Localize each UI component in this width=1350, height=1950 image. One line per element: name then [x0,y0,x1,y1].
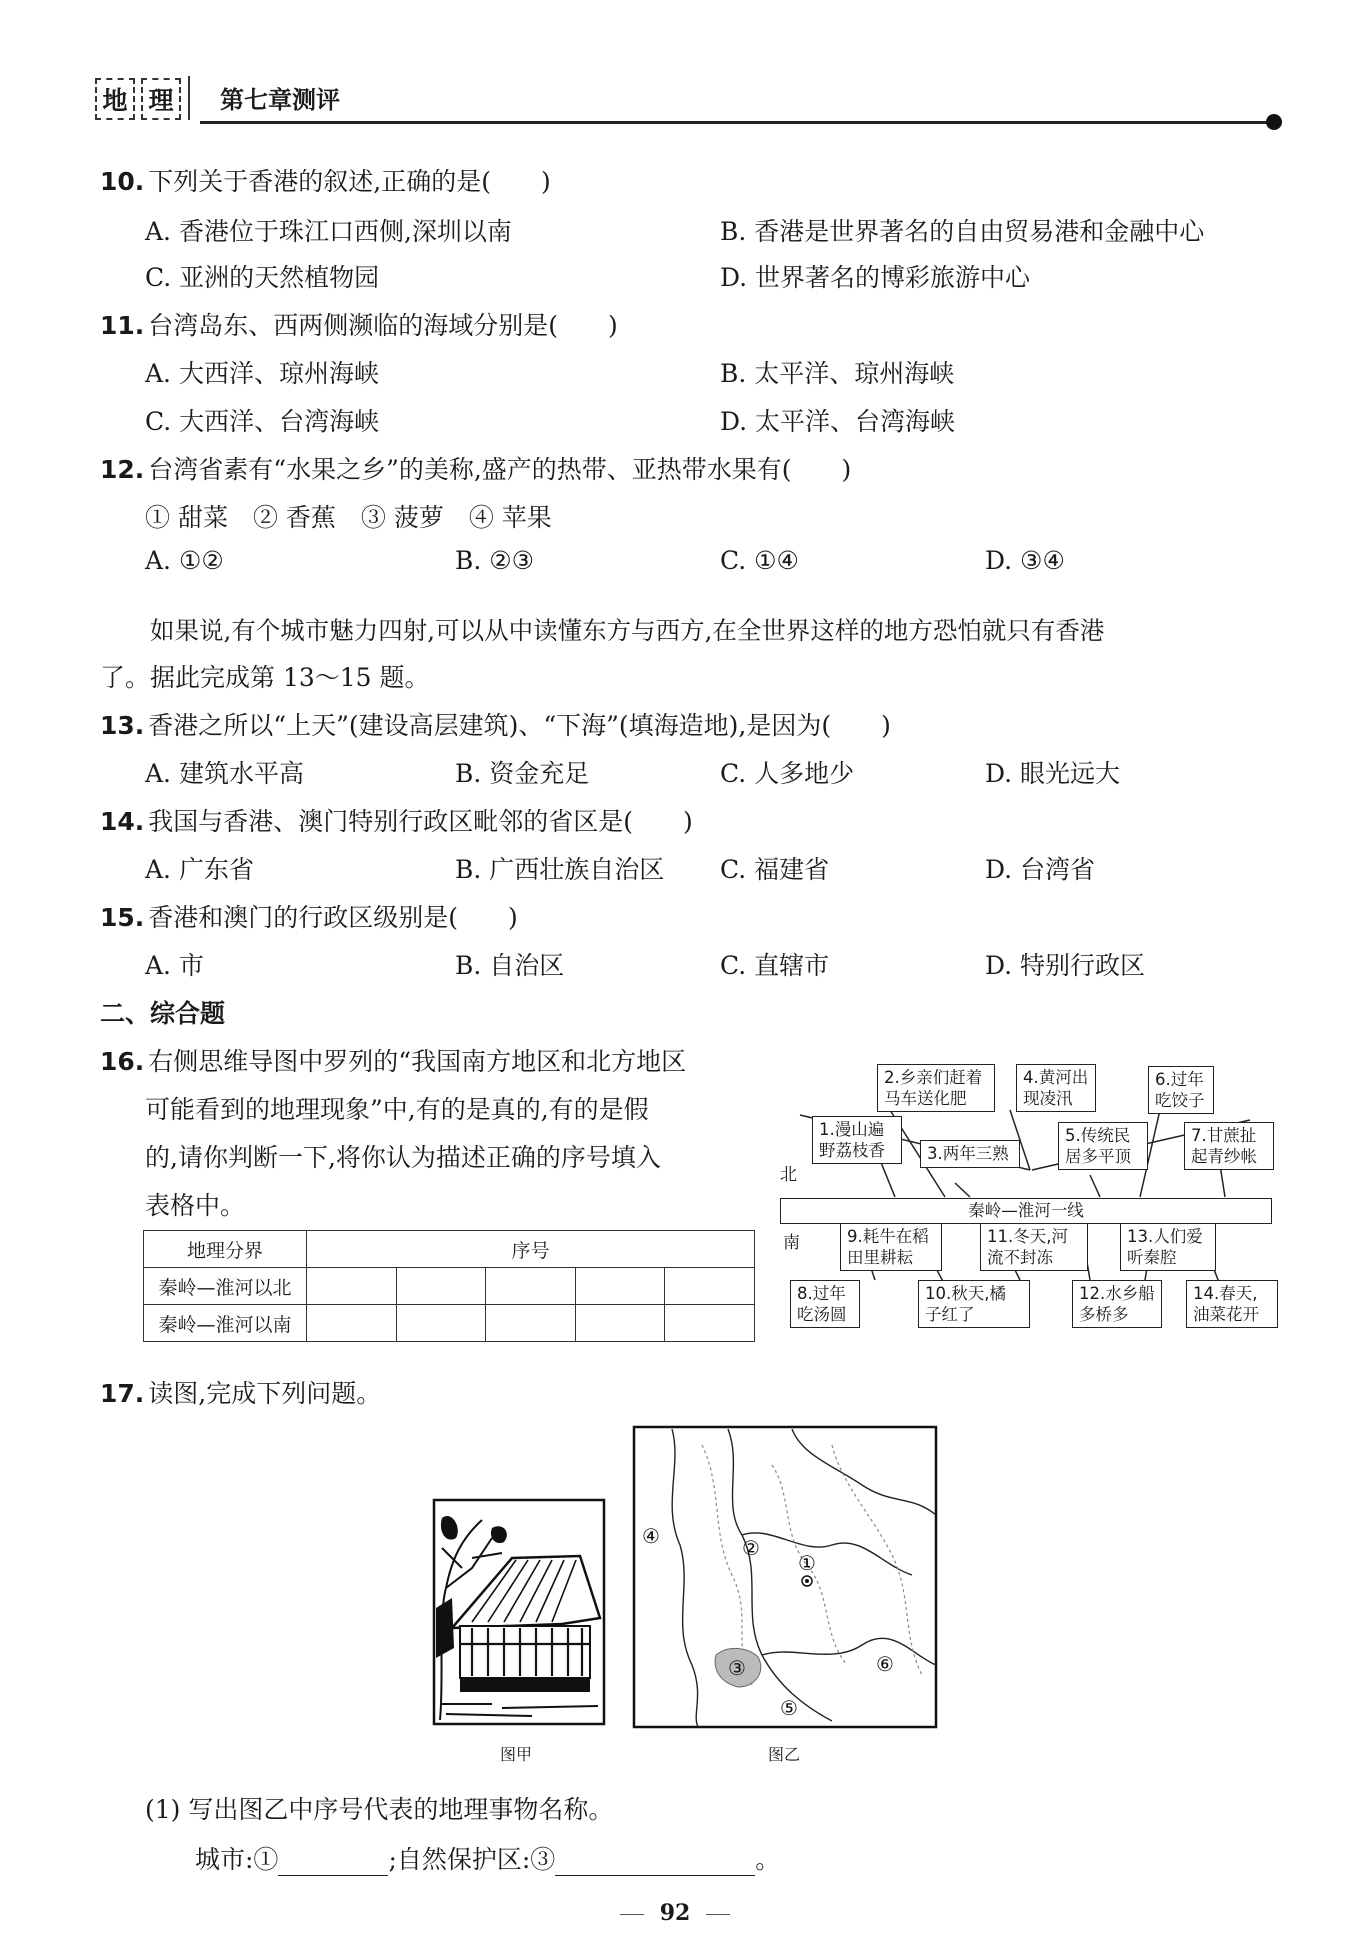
table-row-label: 秦岭—淮河以北 [144,1268,307,1305]
option-b: B. 香港是世界著名的自由贸易港和金融中心 [720,217,1205,246]
table-header: 序号 [307,1231,755,1268]
passage-line-2: 了。据此完成第 13～15 题。 [100,663,430,692]
subject-char: 地 [95,78,135,120]
answer-cell[interactable] [486,1305,576,1342]
north-label: 北 [780,1165,797,1185]
option-a: A. ①② [145,546,224,575]
branch-line [955,1183,970,1197]
mindmap-item: 4.黄河出 现凌汛 [1016,1064,1096,1112]
figure-b-caption: 图乙 [768,1745,801,1764]
answer-cell[interactable] [486,1268,576,1305]
table-header: 地理分界 [144,1231,307,1268]
option-c: C. 直辖市 [720,951,830,980]
answer-cell[interactable] [575,1268,665,1305]
answer-cell[interactable] [396,1305,486,1342]
branch-line [1090,1175,1100,1197]
page-dash [620,1914,644,1915]
page-dash [706,1914,730,1915]
mindmap-item: 10.秋天,橘 子红了 [918,1280,1030,1328]
question-items: ① 甜菜 ② 香蕉 ③ 菠萝 ④ 苹果 [145,503,552,532]
answer-cell[interactable] [396,1268,486,1305]
option-c: C. 亚洲的天然植物园 [145,263,380,292]
map-label-5: ⑤ [780,1696,798,1720]
answer-cell[interactable] [307,1305,397,1342]
question-number: 14. [100,807,145,836]
option-d: D. ③④ [985,546,1065,575]
option-a: A. 香港位于珠江口西侧,深圳以南 [145,217,512,246]
south-label: 南 [783,1233,800,1253]
passage-line-1: 如果说,有个城市魅力四射,可以从中读懂东方与西方,在全世界这样的地方恐怕就只有香港 [150,616,1105,645]
option-a: A. 建筑水平高 [145,759,304,788]
option-b: B. 资金充足 [455,759,590,788]
subject-char: 理 [141,78,181,120]
mindmap-item: 12.水乡船 多桥多 [1072,1280,1162,1328]
answer-table [143,1230,755,1342]
subject-label [95,78,181,120]
question-stem: 读图,完成下列问题。 [148,1379,382,1408]
option-d: D. 太平洋、台湾海峡 [720,407,956,436]
answer-cell[interactable] [665,1305,755,1342]
fill-label-city: 城市:① [195,1845,279,1874]
question-stem-line: 可能看到的地理现象”中,有的是真的,有的是假 [145,1095,649,1124]
option-a: A. 市 [145,951,204,980]
option-d: D. 世界著名的博彩旅游中心 [720,263,1031,292]
question-stem: 台湾岛东、西两侧濒临的海域分别是( ) [148,311,618,340]
mindmap-item: 9.耗牛在稻 田里耕耘 [840,1223,942,1271]
answer-blank-city[interactable] [278,1846,388,1876]
option-c: C. 人多地少 [720,759,855,788]
question-17 [100,1374,381,1410]
fill-end: 。 [755,1845,781,1874]
question-14 [100,802,693,838]
mindmap-item: 8.过年 吃汤圆 [790,1280,860,1328]
map-label-2: ② [742,1536,760,1560]
mindmap-item: 6.过年 吃饺子 [1148,1066,1214,1114]
question-number: 13. [100,711,145,740]
question-stem-line: 的,请你判断一下,将你认为描述正确的序号填入 [145,1143,661,1172]
answer-cell[interactable] [307,1268,397,1305]
map-label-1: ① [798,1551,816,1575]
option-c: C. 福建省 [720,855,830,884]
figure-b-map [632,1425,938,1729]
question-number: 17. [100,1379,145,1408]
option-b: B. 太平洋、琼州海峡 [720,359,955,388]
branch-line [880,1160,895,1197]
mindmap-item: 13.人们爱 听秦腔 [1120,1223,1216,1271]
sub-question-1: (1) 写出图乙中序号代表的地理事物名称。 [145,1795,614,1824]
option-b: B. 广西壮族自治区 [455,855,665,884]
fill-in-line [195,1840,780,1876]
map-label-3: ③ [728,1656,746,1680]
question-stem: 香港之所以“上天”(建设高层建筑)、“下海”(填海造地),是因为( ) [148,711,891,740]
center-line-label: 秦岭—淮河一线 [780,1198,1272,1224]
option-d: D. 眼光远大 [985,759,1121,788]
mindmap-item: 11.冬天,河 流不封冻 [980,1223,1088,1271]
question-stem: 台湾省素有“水果之乡”的美称,盛产的热带、亚热带水果有( ) [148,455,852,484]
option-b: B. 自治区 [455,951,565,980]
question-stem: 下列关于香港的叙述,正确的是( ) [148,167,551,196]
table-row-label: 秦岭—淮河以南 [144,1305,307,1342]
option-a: A. 广东省 [145,855,254,884]
question-number: 15. [100,903,145,932]
option-d: D. 台湾省 [985,855,1096,884]
mindmap-item: 7.甘蔗扯 起青纱帐 [1184,1122,1274,1170]
answer-cell[interactable] [575,1305,665,1342]
question-15 [100,898,518,934]
option-d: D. 特别行政区 [985,951,1146,980]
mindmap-item: 1.漫山遍 野荔枝香 [812,1116,902,1164]
option-a: A. 大西洋、琼州海峡 [145,359,379,388]
table-row [144,1268,755,1305]
question-stem-line: 右侧思维导图中罗列的“我国南方地区和北方地区 [148,1047,687,1076]
header-rule [200,121,1276,124]
option-c: C. ①④ [720,546,799,575]
answer-cell[interactable] [665,1268,755,1305]
header-divider [188,76,190,120]
section-title: 二、综合题 [100,999,226,1028]
question-number: 16. [100,1047,145,1076]
map-label-6: ⑥ [876,1652,894,1676]
question-12 [100,450,851,486]
figure-a-house-illustration [432,1498,606,1726]
question-stem-line: 表格中。 [145,1191,246,1220]
mindmap-item: 2.乡亲们赶着 马车送化肥 [877,1064,995,1112]
question-number: 10. [100,167,145,196]
question-stem: 香港和澳门的行政区级别是( ) [148,903,518,932]
mindmap-item: 5.传统民 居多平顶 [1058,1122,1148,1170]
answer-blank-reserve[interactable] [555,1846,755,1876]
question-number: 11. [100,311,145,340]
question-16 [100,1042,686,1078]
mindmap-item: 3.两年三熟 [920,1140,1020,1168]
mindmap-item: 14.春天, 油菜花开 [1186,1280,1278,1328]
map-label-4: ④ [642,1524,660,1548]
question-number: 12. [100,455,145,484]
question-13 [100,706,891,742]
page-number-text: 92 [659,1900,691,1926]
table-row [144,1305,755,1342]
header-dot [1266,114,1282,130]
question-11 [100,306,618,342]
question-10 [100,162,551,198]
question-stem: 我国与香港、澳门特别行政区毗邻的省区是( ) [148,807,693,836]
chapter-title: 第七章测评 [220,86,340,114]
fill-label-reserve: ;自然保护区:③ [388,1845,556,1874]
page-number [0,1900,1350,1926]
option-c: C. 大西洋、台湾海峡 [145,407,380,436]
option-b: B. ②③ [455,546,535,575]
figure-a-caption: 图甲 [500,1745,533,1764]
